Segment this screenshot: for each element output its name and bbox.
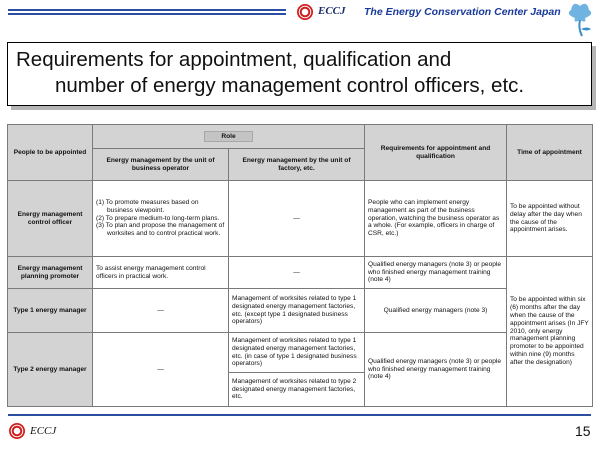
table-row [8,181,593,257]
page-title-line2: number of energy management control officers, etc. [55,74,525,97]
page-title-line1: Requirements for appointment, qualification and [16,48,452,71]
header-role-business: Energy management by the unit of business operator [93,149,229,181]
table-row [8,289,593,333]
row-type2-factory-a: Management of worksites related to type 1 designated energy management factories, etc. (in case of type 1 designated business operators) [229,333,365,373]
row-type1-name: Type 1 energy manager [8,289,93,333]
header-rule-top [8,9,286,11]
row-type1-requirements: Qualified energy managers (note 3) [365,289,507,333]
row-officer-business [93,181,229,257]
row-promoter-requirements: Qualified energy managers (note 3) or people who finished energy management training (note 4) [365,257,507,289]
footer-rule [8,414,591,416]
corner-ornament-icon [563,2,597,38]
table-row [8,257,593,289]
table-row [8,333,593,373]
footer-eccj-logo-icon [9,423,25,439]
row-type2-factory-b: Management of worksites related to type 2 designated energy management factories, etc. [229,373,365,407]
header-people: People to be appointed [8,125,93,181]
row-type1-factory: Management of worksites related to type 1 designated energy management factories, etc. (except type 1 designated business operators) [229,289,365,333]
row-type2-requirements: Qualified energy managers (note 3) or people who finished energy management training (note 4) [365,333,507,407]
page-number: 15 [575,423,591,439]
eccj-logo-icon [297,4,313,20]
row-shared-time: To be appointed within six (6) months after the day when the cause of the appointment arises (In JFY 2010, only energy management planning promoter to be appointed within nine (9) months after the designation) [507,257,593,407]
requirements-table [7,124,593,407]
header-organization: The Energy Conservation Center Japan [364,6,561,18]
table-header-row [8,125,593,149]
header-role: Role [204,131,252,143]
header-logo-text: ECCJ [318,5,346,17]
row-officer-name: Energy management control officer [8,181,93,257]
header-time: Time of appointment [507,125,593,181]
header-requirements: Requirements for appointment and qualification [365,125,507,181]
list-item: (3) To plan and propose the management of worksites and to control practical work. [96,222,225,238]
row-officer-requirements: People who can implement energy management as part of the business operation, watching the business operator as a whole. (For example, officers in charge of CSR, etc.) [365,181,507,257]
list-item: (1) To promote measures based on business viewpoint. [96,198,199,214]
officer-duties-list [96,199,225,239]
footer-logo-text: ECCJ [30,425,57,437]
row-type1-business: — [93,289,229,333]
row-promoter-business: To assist energy management control officers in practical work. [93,257,229,289]
title-box [7,42,592,106]
row-promoter-factory: — [229,257,365,289]
header-rule-bottom [8,13,286,15]
header-role-factory: Energy management by the unit of factory, etc. [229,149,365,181]
row-type2-name: Type 2 energy manager [8,333,93,407]
row-promoter-name: Energy management planning promoter [8,257,93,289]
row-type2-business: — [93,333,229,407]
header-role-cell [93,125,365,149]
row-officer-factory: — [229,181,365,257]
list-item: (2) To prepare medium-to long-term plans. [96,214,220,222]
row-officer-time: To be appointed without delay after the day when the cause of the appointment arises. [507,181,593,257]
